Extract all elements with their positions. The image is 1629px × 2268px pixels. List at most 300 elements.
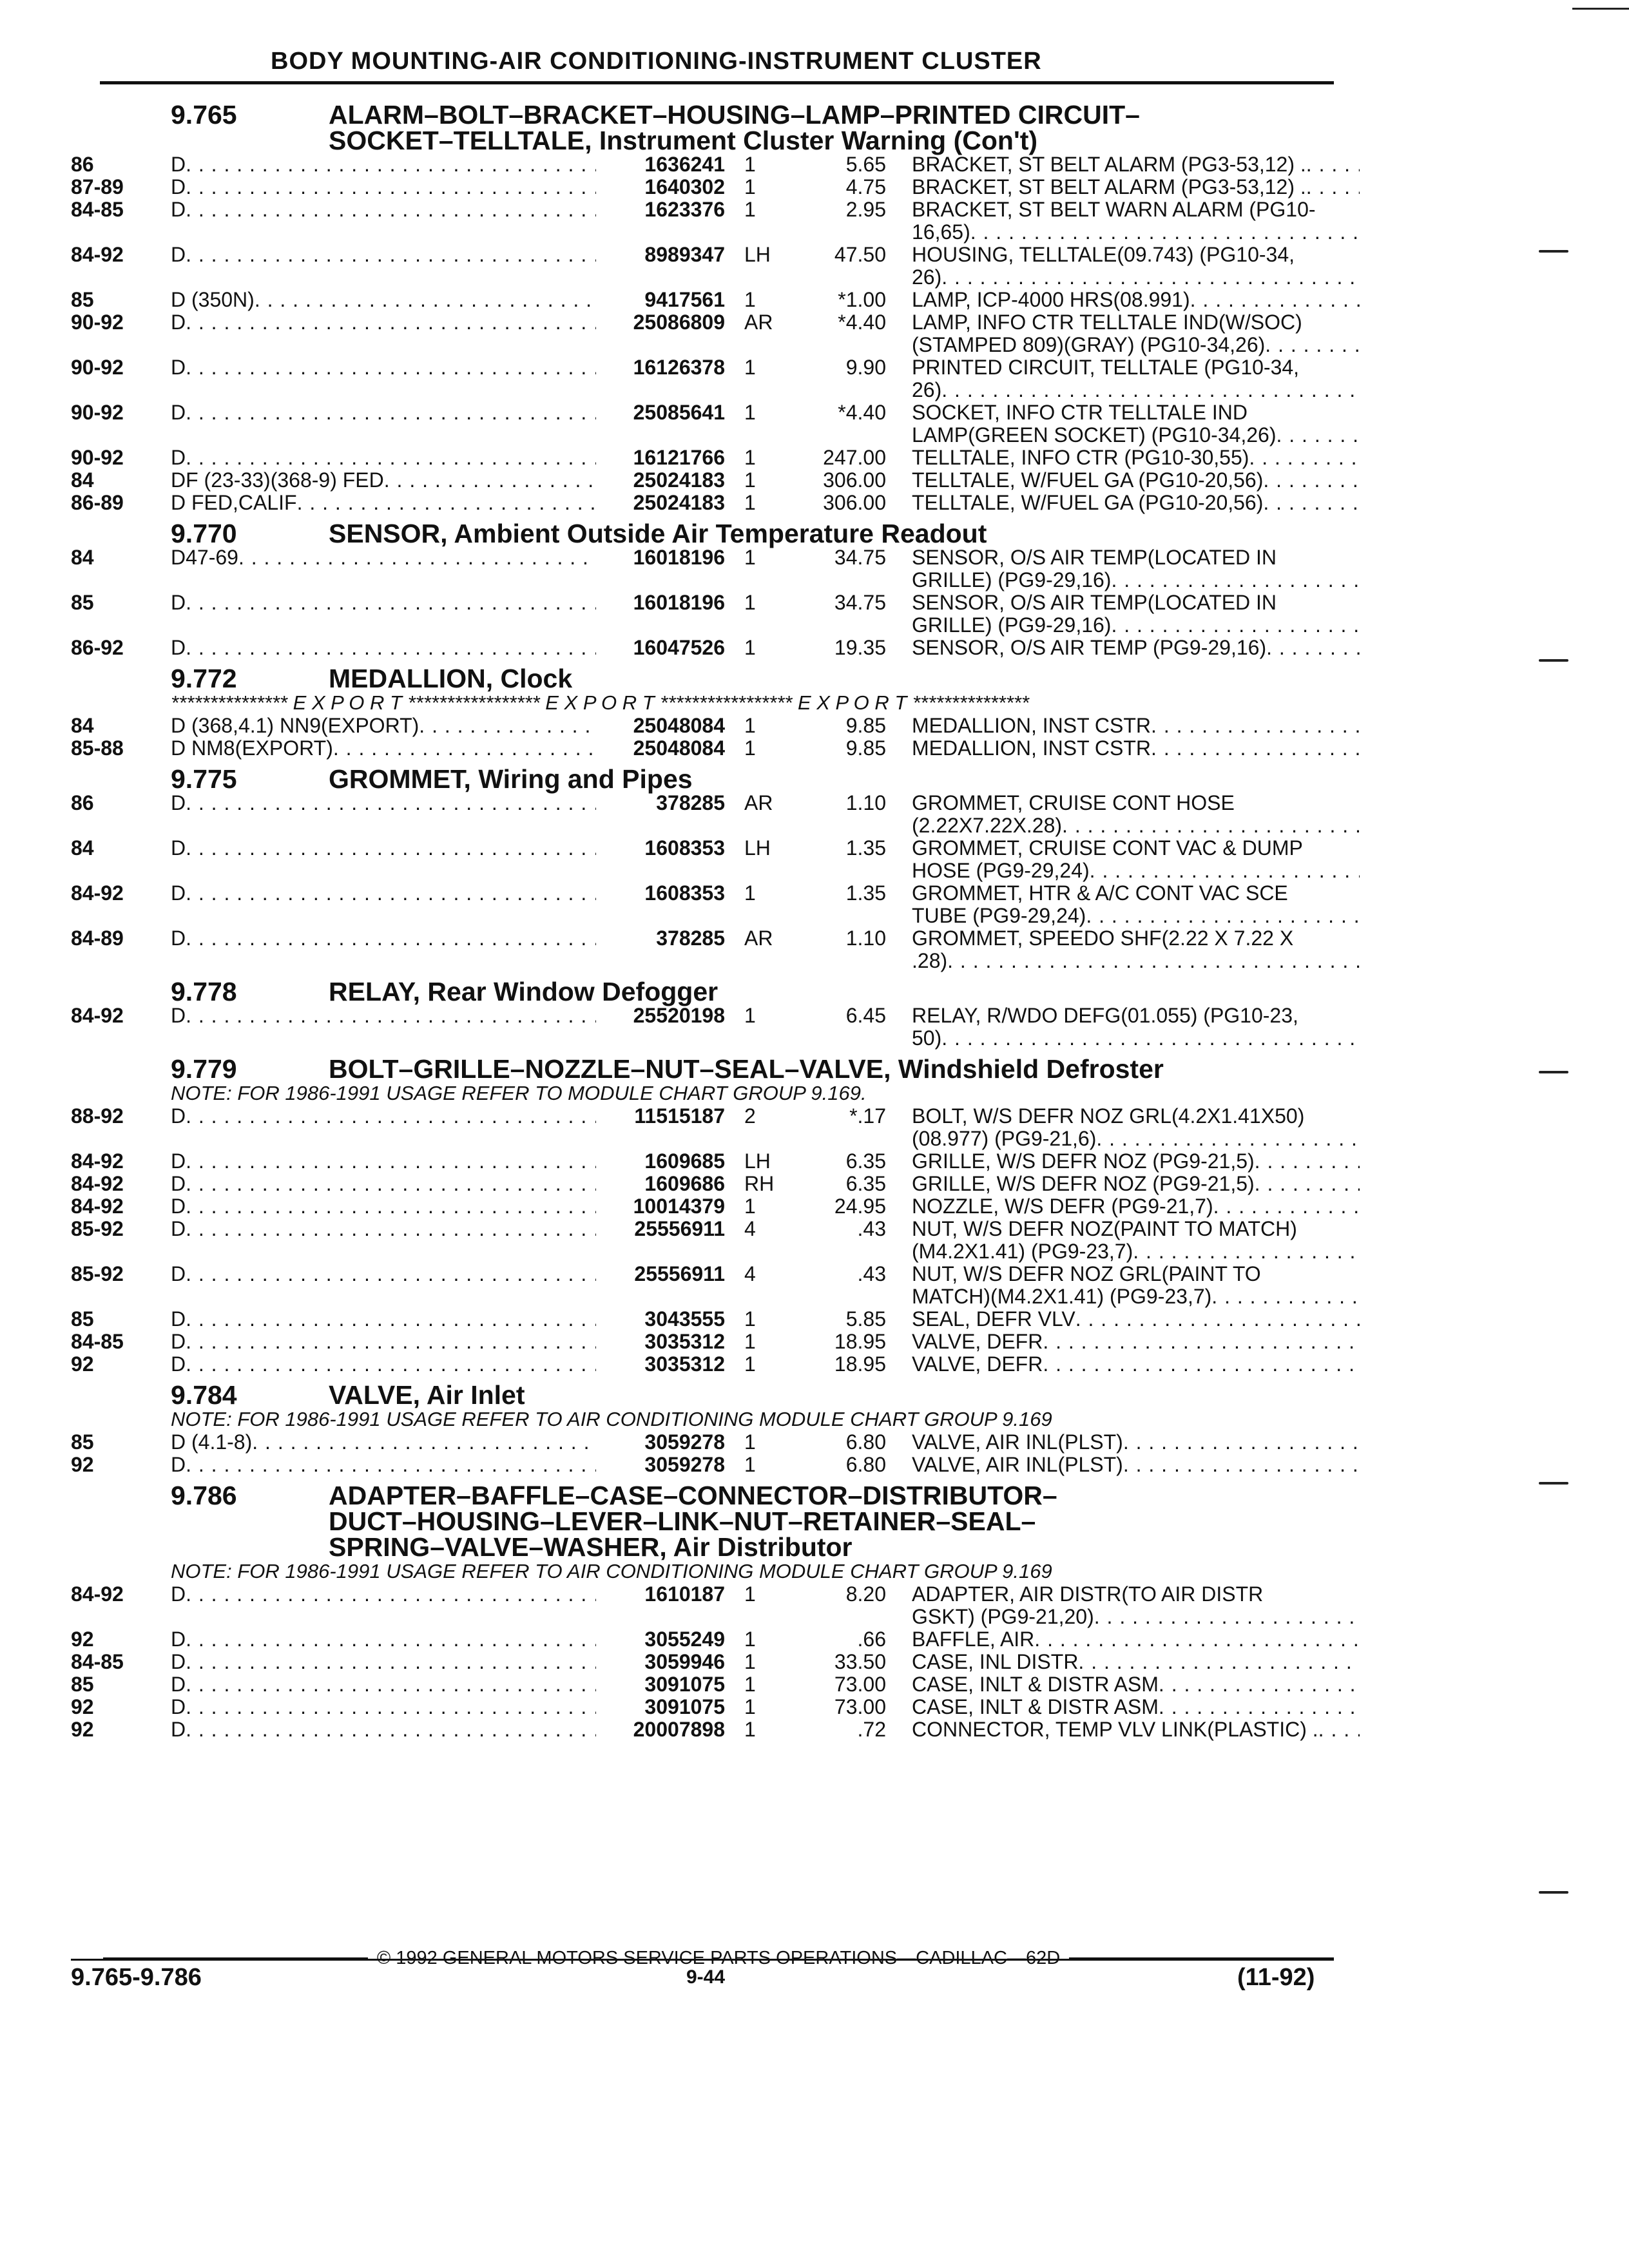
dot-leader — [186, 401, 596, 447]
description-line — [912, 814, 1360, 837]
description-text: GROMMET, CRUISE CONT VAC & DUMP — [912, 837, 1303, 860]
dot-leader — [1190, 289, 1360, 311]
quantity: AR — [744, 791, 773, 814]
dot-leader — [186, 153, 596, 176]
usage-text: D (4.1-8) — [171, 1431, 253, 1454]
description-line — [912, 1331, 1360, 1353]
dot-leader — [186, 792, 596, 837]
dot-leader — [1306, 153, 1360, 176]
parts-group — [71, 1050, 1334, 1376]
part-description — [886, 1218, 1360, 1263]
price: 247.00 — [823, 446, 886, 469]
description-line — [912, 1353, 1360, 1376]
description-text: GRILLE, W/S DEFR NOZ (PG9-21,5) — [912, 1173, 1255, 1195]
dot-leader — [941, 379, 1360, 401]
description-text: ADAPTER, AIR DISTR(TO AIR DISTR — [912, 1583, 1264, 1606]
model-years: 86-92 — [71, 636, 124, 659]
model-years: 85 — [71, 1430, 94, 1454]
model-years: 85-92 — [71, 1217, 124, 1240]
usage-code — [171, 1004, 596, 1050]
export-banner: *************** E X P O R T ***************** E X P O R T ***************** E X P O R T *************** — [171, 691, 1029, 714]
model-years: 84-92 — [71, 881, 124, 905]
usage-text: D — [171, 401, 186, 424]
parts-group — [71, 1376, 1334, 1476]
part-number: 3059946 — [644, 1650, 725, 1673]
group-heading — [71, 1376, 1334, 1408]
part-description — [886, 1431, 1360, 1454]
part-description — [886, 637, 1360, 659]
model-years: 92 — [71, 1718, 94, 1741]
parts-row — [71, 1195, 1334, 1218]
usage-code — [171, 1696, 596, 1718]
dot-leader — [1255, 1173, 1360, 1195]
usage-text: D — [171, 198, 186, 221]
price: 73.00 — [834, 1673, 886, 1696]
description-line — [912, 266, 1360, 289]
model-years: 87-89 — [71, 175, 124, 198]
part-number: 16126378 — [633, 356, 725, 379]
price: 18.95 — [834, 1330, 886, 1353]
dot-leader — [186, 1331, 596, 1353]
dot-leader — [186, 198, 596, 244]
quantity: LH — [744, 1149, 771, 1173]
description-text: BOLT, W/S DEFR NOZ GRL(4.2X1.41X50) — [912, 1105, 1305, 1128]
description-text: HOSE (PG9-29,24) — [912, 860, 1090, 882]
parts-row — [71, 492, 1334, 514]
description-text: NUT, W/S DEFR NOZ GRL(PAINT TO — [912, 1263, 1261, 1285]
parts-row — [71, 792, 1334, 837]
description-line — [912, 637, 1360, 659]
description-text: SOCKET, INFO CTR TELLTALE IND — [912, 401, 1248, 424]
page-range: 9.765-9.786 — [71, 1964, 202, 1991]
part-description — [886, 882, 1360, 927]
part-description — [886, 469, 1360, 492]
dot-leader — [1078, 1651, 1360, 1673]
model-years: 86 — [71, 791, 94, 814]
price: 1.35 — [845, 836, 886, 860]
price: 24.95 — [834, 1195, 886, 1218]
description-text: (M4.2X1.41) (PG9-23,7) — [912, 1240, 1133, 1263]
description-text: 16,65) — [912, 221, 970, 244]
part-number: 1610187 — [644, 1582, 725, 1606]
quantity: 1 — [744, 1352, 756, 1376]
price: 47.50 — [834, 243, 886, 266]
parts-row — [71, 1651, 1334, 1673]
price: 18.95 — [834, 1352, 886, 1376]
usage-code — [171, 737, 596, 760]
model-years: 92 — [71, 1695, 94, 1718]
description-line — [912, 153, 1360, 176]
part-number: 1640302 — [644, 175, 725, 198]
description-text: PRINTED CIRCUIT, TELLTALE (PG10-34, — [912, 356, 1300, 379]
description-text: GSKT) (PG9-21,20) — [912, 1606, 1094, 1628]
description-text: SENSOR, O/S AIR TEMP(LOCATED IN — [912, 546, 1277, 569]
description-text: VALVE, DEFR — [912, 1353, 1043, 1376]
model-years: 84-92 — [71, 1149, 124, 1173]
part-number: 25048084 — [633, 714, 725, 737]
description-line — [912, 1606, 1360, 1628]
price: 9.90 — [845, 356, 886, 379]
dot-leader — [1249, 447, 1360, 469]
part-description — [886, 792, 1360, 837]
dot-leader — [1263, 492, 1360, 514]
group-number: 9.778 — [171, 977, 237, 1006]
description-line — [912, 1240, 1360, 1263]
group-title — [329, 666, 1269, 691]
dot-leader — [186, 176, 596, 198]
quantity: 1 — [744, 153, 756, 176]
group-title-line: RELAY, Rear Window Defogger — [329, 977, 718, 1006]
description-text: RELAY, R/WDO DEFG(01.055) (PG10-23, — [912, 1004, 1298, 1027]
parts-row — [71, 737, 1334, 760]
dot-leader — [1263, 469, 1360, 492]
description-text: 50) — [912, 1027, 942, 1050]
parts-group — [71, 760, 1334, 972]
margin-mark — [1539, 659, 1568, 662]
description-text: .28) — [912, 950, 948, 972]
part-description — [886, 1263, 1360, 1308]
quantity: 1 — [744, 714, 756, 737]
usage-text: D — [171, 1583, 186, 1606]
parts-row — [71, 1431, 1334, 1454]
parts-row — [71, 1628, 1334, 1651]
description-line — [912, 447, 1360, 469]
description-line — [912, 792, 1360, 814]
dot-leader — [186, 244, 596, 289]
part-description — [886, 1454, 1360, 1476]
price: 6.80 — [845, 1430, 886, 1454]
usage-text: D — [171, 882, 186, 905]
part-number: 3043555 — [644, 1307, 725, 1331]
description-line — [912, 244, 1360, 266]
usage-code — [171, 1173, 596, 1195]
description-text: (STAMPED 809)(GRAY) (PG10-34,26) — [912, 334, 1266, 356]
dot-leader — [1133, 1240, 1360, 1263]
parts-group — [71, 972, 1334, 1050]
page-number: 9-44 — [686, 1966, 726, 1988]
part-number: 1636241 — [644, 153, 725, 176]
usage-code — [171, 1673, 596, 1696]
group-title-line: ADAPTER–BAFFLE–CASE–CONNECTOR–DISTRIBUTOR– — [329, 1481, 1057, 1510]
usage-text: D — [171, 1353, 186, 1376]
description-line — [912, 1263, 1360, 1285]
usage-code — [171, 1218, 596, 1263]
quantity: 1 — [744, 736, 756, 760]
parts-row — [71, 1004, 1334, 1050]
part-number: 11515187 — [634, 1104, 725, 1128]
usage-text: D — [171, 792, 186, 814]
quantity: 1 — [744, 1582, 756, 1606]
dot-leader — [252, 1431, 596, 1454]
description-line — [912, 469, 1360, 492]
description-line — [912, 860, 1360, 882]
dot-leader — [186, 1651, 596, 1673]
price: 1.10 — [845, 791, 886, 814]
part-number: 8989347 — [644, 243, 725, 266]
usage-note: NOTE: FOR 1986-1991 USAGE REFER TO MODULE CHART GROUP 9.169. — [171, 1082, 867, 1104]
usage-code — [171, 715, 596, 737]
price: .66 — [857, 1628, 886, 1651]
quantity: 1 — [744, 1430, 756, 1454]
usage-note: NOTE: FOR 1986-1991 USAGE REFER TO AIR CONDITIONING MODULE CHART GROUP 9.169 — [171, 1408, 1052, 1430]
dot-leader — [186, 1673, 596, 1696]
description-line — [912, 1105, 1360, 1128]
description-line — [912, 1696, 1360, 1718]
model-years: 90-92 — [71, 311, 124, 334]
description-line — [912, 1431, 1360, 1454]
description-line — [912, 1628, 1360, 1651]
model-years: 84-92 — [71, 1582, 124, 1606]
quantity: RH — [744, 1172, 775, 1195]
quantity: 4 — [744, 1262, 756, 1285]
part-description — [886, 1150, 1360, 1173]
dot-leader — [1151, 737, 1360, 760]
usage-text: D — [171, 1263, 186, 1285]
dot-leader — [186, 1308, 596, 1331]
parts-row — [71, 153, 1334, 176]
parts-row — [71, 1331, 1334, 1353]
part-number: 9417561 — [644, 288, 725, 311]
part-description — [886, 715, 1360, 737]
part-number: 25086809 — [633, 311, 725, 334]
group-title — [329, 766, 1269, 792]
price: 6.35 — [845, 1149, 886, 1173]
dot-leader — [186, 1004, 596, 1050]
price: 306.00 — [823, 468, 886, 492]
description-text: LAMP, INFO CTR TELLTALE IND(W/SOC) — [912, 311, 1302, 334]
description-text: BAFFLE, AIR — [912, 1628, 1035, 1651]
group-heading — [71, 972, 1334, 1004]
price: *4.40 — [838, 311, 886, 334]
part-number: 16047526 — [633, 636, 725, 659]
usage-code — [171, 356, 596, 401]
description-text: GRILLE, W/S DEFR NOZ (PG9-21,5) — [912, 1150, 1255, 1173]
margin-mark — [1539, 1482, 1568, 1485]
parts-row — [71, 1696, 1334, 1718]
description-line — [912, 401, 1360, 424]
group-title — [329, 521, 1269, 546]
dot-leader — [238, 546, 596, 591]
part-description — [886, 1718, 1360, 1741]
dot-leader — [1255, 1150, 1360, 1173]
part-number: 3035312 — [644, 1330, 725, 1353]
dot-leader — [1123, 1454, 1360, 1476]
parts-row — [71, 311, 1334, 356]
model-years: 88-92 — [71, 1104, 124, 1128]
part-description — [886, 1195, 1360, 1218]
group-title-line: MEDALLION, Clock — [329, 664, 573, 693]
price: 1.35 — [845, 881, 886, 905]
part-description — [886, 401, 1360, 447]
parts-row — [71, 244, 1334, 289]
parts-row — [71, 1263, 1334, 1308]
part-number: 3059278 — [644, 1430, 725, 1454]
part-description — [886, 1583, 1360, 1628]
part-description — [886, 447, 1360, 469]
dot-leader — [1090, 860, 1360, 882]
price: 9.85 — [845, 714, 886, 737]
dot-leader — [1159, 1696, 1360, 1718]
part-number: 1608353 — [644, 836, 725, 860]
part-number: 25024183 — [633, 491, 725, 514]
header-rule — [100, 81, 1334, 84]
description-line — [912, 221, 1360, 244]
description-line — [912, 1027, 1360, 1050]
part-description — [886, 927, 1360, 972]
part-number: 25556911 — [634, 1262, 725, 1285]
dot-leader — [1211, 1285, 1360, 1308]
parts-row — [71, 1454, 1334, 1476]
group-heading — [71, 760, 1334, 792]
parts-row — [71, 882, 1334, 927]
description-line — [912, 614, 1360, 637]
description-line — [912, 546, 1360, 569]
usage-text: D — [171, 1673, 186, 1696]
usage-text: D — [171, 1195, 186, 1218]
usage-text: D — [171, 1331, 186, 1353]
price: *1.00 — [838, 288, 886, 311]
description-line — [912, 715, 1360, 737]
part-number: 3091075 — [644, 1673, 725, 1696]
dot-leader — [255, 289, 596, 311]
description-line — [912, 1173, 1360, 1195]
usage-code — [171, 1353, 596, 1376]
description-text: BRACKET, ST BELT ALARM (PG3-53,12) . — [912, 153, 1306, 176]
part-number: 1623376 — [644, 198, 725, 221]
usage-code — [171, 1431, 596, 1454]
part-description — [886, 1173, 1360, 1195]
part-description — [886, 1105, 1360, 1150]
model-years: 92 — [71, 1453, 94, 1476]
usage-text: D — [171, 1651, 186, 1673]
description-line — [912, 356, 1360, 379]
quantity: AR — [744, 311, 773, 334]
usage-text: D — [171, 356, 186, 379]
usage-code — [171, 153, 596, 176]
description-text: VALVE, AIR INL(PLST) — [912, 1454, 1123, 1476]
usage-code — [171, 1195, 596, 1218]
description-line — [912, 591, 1360, 614]
dot-leader — [186, 1454, 596, 1476]
description-line — [912, 334, 1360, 356]
price: 33.50 — [834, 1650, 886, 1673]
part-number: 378285 — [656, 927, 725, 950]
description-text: LAMP, ICP-4000 HRS(08.991) — [912, 289, 1190, 311]
model-years: 85 — [71, 1307, 94, 1331]
model-years: 85 — [71, 288, 94, 311]
usage-text: D (368,4.1) NN9(EXPORT) — [171, 715, 419, 737]
quantity: 1 — [744, 401, 756, 424]
parts-row — [71, 1673, 1334, 1696]
description-text: (08.977) (PG9-21,6) — [912, 1128, 1097, 1150]
parts-row — [71, 1353, 1334, 1376]
price: 1.10 — [845, 927, 886, 950]
dot-leader — [1043, 1331, 1360, 1353]
usage-text: D — [171, 1696, 186, 1718]
quantity: 1 — [744, 198, 756, 221]
quantity: 1 — [744, 288, 756, 311]
group-title — [329, 979, 1269, 1004]
usage-code — [171, 198, 596, 244]
usage-text: D — [171, 1218, 186, 1240]
parts-list — [71, 95, 1334, 1741]
price: 6.45 — [845, 1004, 886, 1027]
part-description — [886, 1353, 1360, 1376]
part-description — [886, 311, 1360, 356]
model-years: 85-92 — [71, 1262, 124, 1285]
usage-code — [171, 792, 596, 837]
dot-leader — [1075, 1308, 1360, 1331]
quantity: 4 — [744, 1217, 756, 1240]
usage-text: D — [171, 1004, 186, 1027]
usage-code — [171, 546, 596, 591]
description-line — [912, 198, 1360, 221]
dot-leader — [186, 311, 596, 356]
group-number: 9.775 — [171, 764, 237, 794]
dot-leader — [186, 447, 596, 469]
usage-text: D — [171, 591, 186, 614]
price: 306.00 — [823, 491, 886, 514]
usage-code — [171, 244, 596, 289]
description-text: BRACKET, ST BELT WARN ALARM (PG10- — [912, 198, 1316, 221]
model-years: 84-85 — [71, 198, 124, 221]
dot-leader — [1159, 1673, 1360, 1696]
description-text: GROMMET, SPEEDO SHF(2.22 X 7.22 X — [912, 927, 1294, 950]
part-number: 3035312 — [644, 1352, 725, 1376]
usage-code — [171, 837, 596, 882]
part-description — [886, 198, 1360, 244]
group-title-line: GROMMET, Wiring and Pipes — [329, 764, 693, 794]
group-title-line: VALVE, Air Inlet — [329, 1380, 525, 1410]
description-text: 26) — [912, 379, 942, 401]
description-text: SEAL, DEFR VLV — [912, 1308, 1075, 1331]
price: *.17 — [849, 1104, 886, 1128]
usage-text: D — [171, 1718, 186, 1741]
description-text: CONNECTOR, TEMP VLV LINK(PLASTIC) . — [912, 1718, 1318, 1741]
usage-code — [171, 1150, 596, 1173]
price: 2.95 — [845, 198, 886, 221]
parts-group — [71, 514, 1334, 659]
usage-code — [171, 882, 596, 927]
quantity: 1 — [744, 1673, 756, 1696]
part-description — [886, 1673, 1360, 1696]
description-text: VALVE, AIR INL(PLST) — [912, 1431, 1123, 1454]
group-number: 9.772 — [171, 664, 237, 693]
part-description — [886, 289, 1360, 311]
description-text: HOUSING, TELLTALE(09.743) (PG10-34, — [912, 244, 1295, 266]
usage-code — [171, 1263, 596, 1308]
description-line — [912, 882, 1360, 905]
dot-leader — [941, 1027, 1360, 1050]
model-years: 84-92 — [71, 1195, 124, 1218]
group-title-line: ALARM–BOLT–BRACKET–HOUSING–LAMP–PRINTED CIRCUIT– — [329, 100, 1140, 130]
description-text: SENSOR, O/S AIR TEMP (PG9-29,16) — [912, 637, 1267, 659]
price: 73.00 — [834, 1695, 886, 1718]
usage-code — [171, 289, 596, 311]
price: 4.75 — [845, 175, 886, 198]
part-description — [886, 492, 1360, 514]
dot-leader — [186, 1195, 596, 1218]
model-years: 84-92 — [71, 243, 124, 266]
dot-leader — [333, 737, 596, 760]
part-number: 378285 — [656, 791, 725, 814]
price: 6.35 — [845, 1172, 886, 1195]
part-number: 1609686 — [644, 1172, 725, 1195]
description-text: TUBE (PG9-29,24) — [912, 905, 1086, 927]
margin-mark — [1539, 1071, 1568, 1073]
usage-text: D — [171, 1150, 186, 1173]
dot-leader — [1086, 905, 1360, 927]
